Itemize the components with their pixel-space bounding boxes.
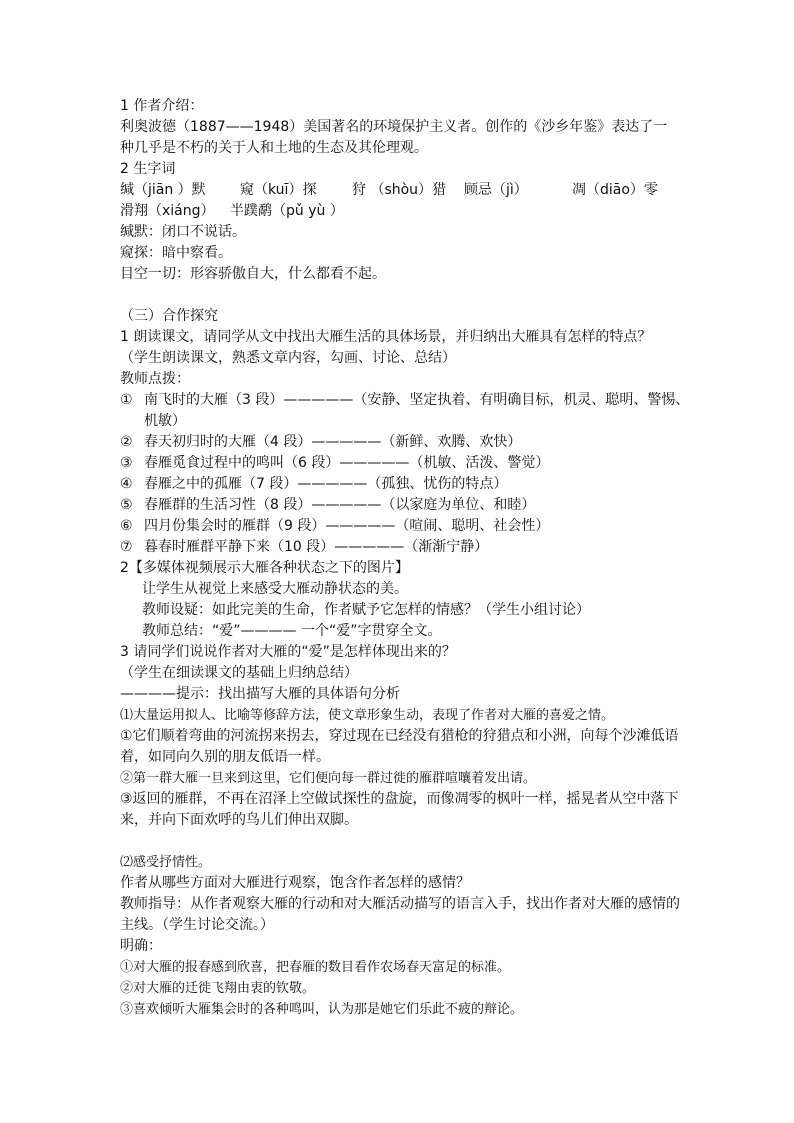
point-item: ① 南飞时的大雁（3 段）—————（安静、坚定执着、有明确目标，机灵、聪明、警惕、 [120,392,690,408]
teacher-guidance: 教师指导：从作者观察大雁的行动和对大雁活动描写的语言入手，找出作者对大雁的感情的主线。（学生讨论交流。） [120,896,680,933]
vocab-row-2 [120,201,680,222]
point-item: ⑥ 四月份集会时的雁群（9 段）—————（喧闹、聪明、社会性） [120,518,550,534]
vocab-item: 滑翔（xiáng） [120,203,215,219]
point-item: ④ 春雁之中的孤雁（7 段）—————（孤独、忧伤的特点） [120,476,508,492]
vocab-item: 窥（kuī）探 [240,182,317,198]
clarify-item: ②对大雁的迁徙飞翔由衷的钦敬。 [120,981,316,996]
question-1: 1 朗读课文，请同学从文中找出大雁生活的具体场景，并归纳出大雁具有怎样的特点？ [120,329,652,345]
clarify-item: ①对大雁的报春感到欣喜，把春雁的数目看作农场春天富足的标准。 [120,960,511,975]
vocab-item: 凋（diāo）零 [572,182,658,198]
vocab-row-1 [120,180,680,201]
vocab-heading: 2 生字词 [120,161,176,177]
vocab-item: 顾忌（jì） [464,182,528,198]
point-item: ③ 春雁觅食过程中的鸣叫（6 段）—————（机敏、活泼、警觉） [120,455,550,471]
vocab-definition: 目空一切：形容骄傲自大，什么都看不起。 [120,266,386,282]
question-3-note: （学生在细读课文的基础上归纳总结） [120,665,358,681]
question-3: 3 请同学们说说作者对大雁的“爱”是怎样体现出来的？ [120,644,456,660]
example-sentence: ②第一群大雁一旦来到这里，它们便向每一群过徙的雁群喧嚷着发出请。 [120,771,537,786]
author-intro-text: 利奥波德（1887——1948）美国著名的环境保护主义者。创作的《沙乡年鉴》表达了一种几乎是不朽的关于人和土地的生态及其伦理观。 [120,119,668,156]
vocab-definition: 缄默：闭口不说话。 [120,224,246,240]
example-sentence: ③返回的雁群，不再在沼泽上空做试探性的盘旋，而像凋零的枫叶一样，摇晃者从空中落下来，并向下面欢呼的鸟儿们伸出双脚。 [120,791,679,828]
vocab-definition: 窥探：暗中察看。 [120,245,232,261]
question-1-note: （学生朗读课文，熟悉文章内容，勾画、讨论、总结） [120,350,456,366]
example-sentence: ①它们顺着弯曲的河流拐来拐去，穿过现在已经没有猎枪的狩猎点和小洲，向每个沙滩低语着，如同向久别的朋友低语一样。 [120,728,679,765]
question-2-line: 教师总结：“爱”———— 一个“爱”字贯穿全文。 [142,623,442,639]
question-3-sub-1: ⑴大量运用拟人、比喻等修辞方法，使文章形象生动，表现了作者对大雁的喜爱之情。 [120,708,615,723]
point-item: ⑤ 春雁群的生活习性（8 段）—————（以家庭为单位、和睦） [120,497,536,513]
teacher-label: 教师点拨： [120,371,190,387]
question-2-line: 教师设疑：如此完美的生命，作者赋予它怎样的情感？（学生小组讨论） [142,602,590,618]
vocab-item: 半蹼鹬（pǔ yù ） [230,203,344,219]
vocab-item: 狩 （shòu）猎 [352,182,447,198]
question-3-sub-2-question: 作者从哪些方面对大雁进行观察，饱含作者怎样的感情？ [120,875,470,891]
point-item: 机敏） [144,413,186,429]
point-item: ② 春天初归时的大雁（4 段）—————（新鲜、欢腾、欢快） [120,434,522,450]
question-3-hint: ————提示：找出描写大雁的具体语句分析 [120,686,400,702]
spacer [120,285,680,306]
spacer [120,831,680,852]
clarify-item: ③喜欢倾听大雁集会时的各种鸣叫，认为那是她它们乐此不疲的辩论。 [120,1002,524,1017]
question-2: 2【多媒体视频展示大雁各种状态之下的图片】 [120,560,409,576]
question-3-sub-2: ⑵感受抒情性。 [120,855,212,870]
question-2-line: 让学生从视觉上来感受大雁动静状态的美。 [142,581,408,597]
section-heading: （三）合作探究 [120,308,218,324]
author-intro-heading: 1 作者介绍： [120,98,204,114]
point-item: ⑦ 暮春时雁群平静下来（10 段）—————（渐渐宁静） [120,539,489,555]
document-page [120,96,690,1020]
clarify-label: 明确： [120,938,162,954]
vocab-item: 缄（jiān ）默 [120,182,206,198]
